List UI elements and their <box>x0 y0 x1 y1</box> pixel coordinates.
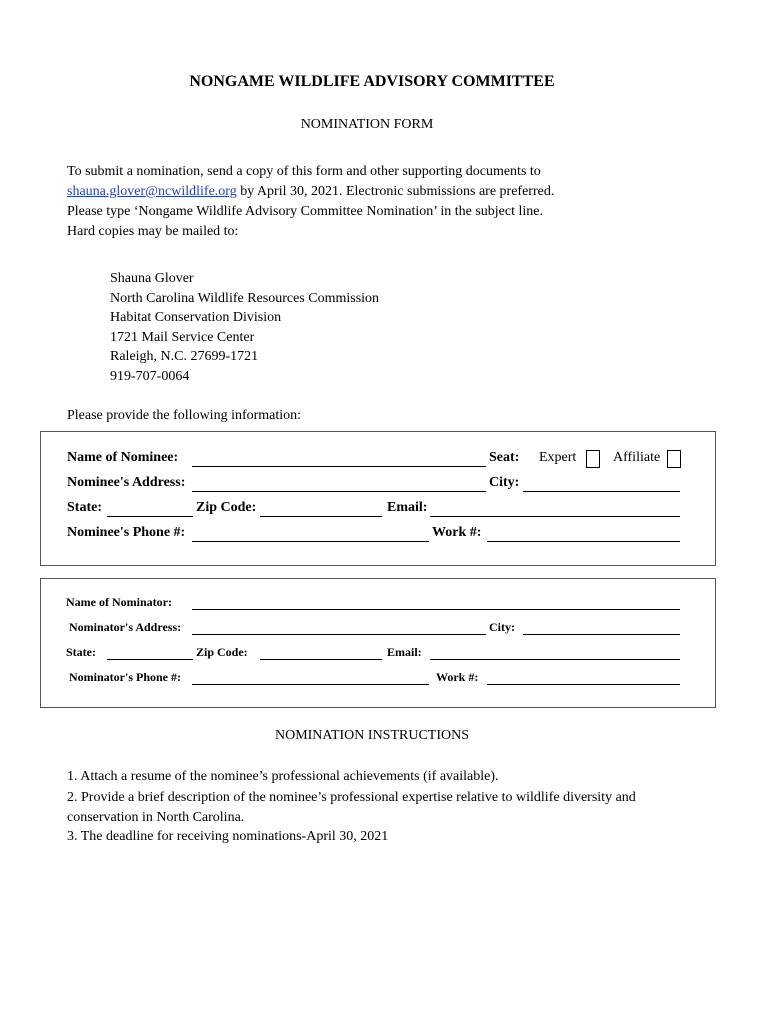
affiliate-checkbox[interactable] <box>667 450 681 468</box>
nominee-email-field[interactable] <box>430 516 680 517</box>
intro-line-1: To submit a nomination, send a copy of this form and other supporting documents to <box>67 164 541 179</box>
nominee-work-field[interactable] <box>487 541 680 542</box>
nominator-work-field[interactable] <box>487 684 680 685</box>
address-line: Habitat Conservation Division <box>110 310 282 326</box>
provide-info-text: Please provide the following information: <box>67 408 302 423</box>
intro-paragraph <box>67 162 554 242</box>
email-link[interactable]: shauna.glover@ncwildlife.org <box>67 184 237 199</box>
nominee-email-label: Email: <box>387 500 428 515</box>
instruction-item: 3. The deadline for receiving nominations-April 30, 2021 <box>67 829 389 844</box>
nominee-phone-label: Nominee's Phone #: <box>67 525 186 540</box>
address-line: Raleigh, N.C. 27699-1721 <box>110 349 259 365</box>
mailing-address <box>110 269 379 387</box>
nominee-city-field[interactable] <box>523 491 680 492</box>
nominee-name-field[interactable] <box>192 466 486 467</box>
intro-line-3: Please type ‘Nongame Wildlife Advisory Committee Nomination’ in the subject line. <box>67 204 543 219</box>
nominator-address-field[interactable] <box>192 634 486 635</box>
nominee-work-label: Work #: <box>432 525 482 540</box>
nominee-state-field[interactable] <box>107 516 193 517</box>
nominee-phone-field[interactable] <box>192 541 429 542</box>
nominator-zip-field[interactable] <box>260 659 382 660</box>
nominee-name-label: Name of Nominee: <box>67 450 179 465</box>
instruction-item: 1. Attach a resume of the nominee’s professional achievements (if available). <box>67 769 499 784</box>
nominator-city-label: City: <box>489 620 515 634</box>
nominator-zip-label: Zip Code: <box>196 645 248 659</box>
form-title: NONGAME WILDLIFE ADVISORY COMMITTEE <box>189 73 555 90</box>
nominator-work-label: Work #: <box>436 670 479 684</box>
intro-line-2-rest: by April 30, 2021. Electronic submissions are preferred. <box>236 184 555 199</box>
intro-line-2 <box>67 182 554 202</box>
form-subtitle: NOMINATION FORM <box>300 117 434 132</box>
nominator-email-field[interactable] <box>430 659 680 660</box>
nominator-name-label: Name of Nominator: <box>66 595 172 609</box>
nominee-zip-label: Zip Code: <box>196 500 257 515</box>
nominator-phone-label: Nominator's Phone #: <box>69 670 181 684</box>
address-line: Shauna Glover <box>110 271 194 286</box>
intro-line-4: Hard copies may be mailed to: <box>67 224 239 239</box>
expert-checkbox[interactable] <box>586 450 600 468</box>
nominee-address-label: Nominee's Address: <box>67 475 186 490</box>
nominator-address-label: Nominator's Address: <box>69 620 182 634</box>
instruction-item: 2. Provide a brief description of the nominee’s professional expertise relative to wildlife diversity and conservation in North Carolina. <box>67 790 636 825</box>
nominee-city-label: City: <box>489 475 520 490</box>
nominator-city-field[interactable] <box>523 634 680 635</box>
address-line: 1721 Mail Service Center <box>110 329 255 345</box>
nominator-email-label: Email: <box>387 645 422 659</box>
expert-label: Expert <box>539 450 577 465</box>
nominator-phone-field[interactable] <box>192 684 429 685</box>
seat-label: Seat: <box>489 450 520 465</box>
nominator-name-field[interactable] <box>192 609 680 610</box>
nominee-state-label: State: <box>67 500 102 515</box>
instructions-title: NOMINATION INSTRUCTIONS <box>274 728 470 743</box>
address-line: 919-707-0064 <box>110 368 190 384</box>
nominee-zip-field[interactable] <box>260 516 382 517</box>
nominator-state-field[interactable] <box>107 659 193 660</box>
nominator-state-label: State: <box>66 645 96 659</box>
nominee-address-field[interactable] <box>192 491 486 492</box>
affiliate-label: Affiliate <box>613 450 661 465</box>
address-line: North Carolina Wildlife Resources Commission <box>110 290 380 306</box>
